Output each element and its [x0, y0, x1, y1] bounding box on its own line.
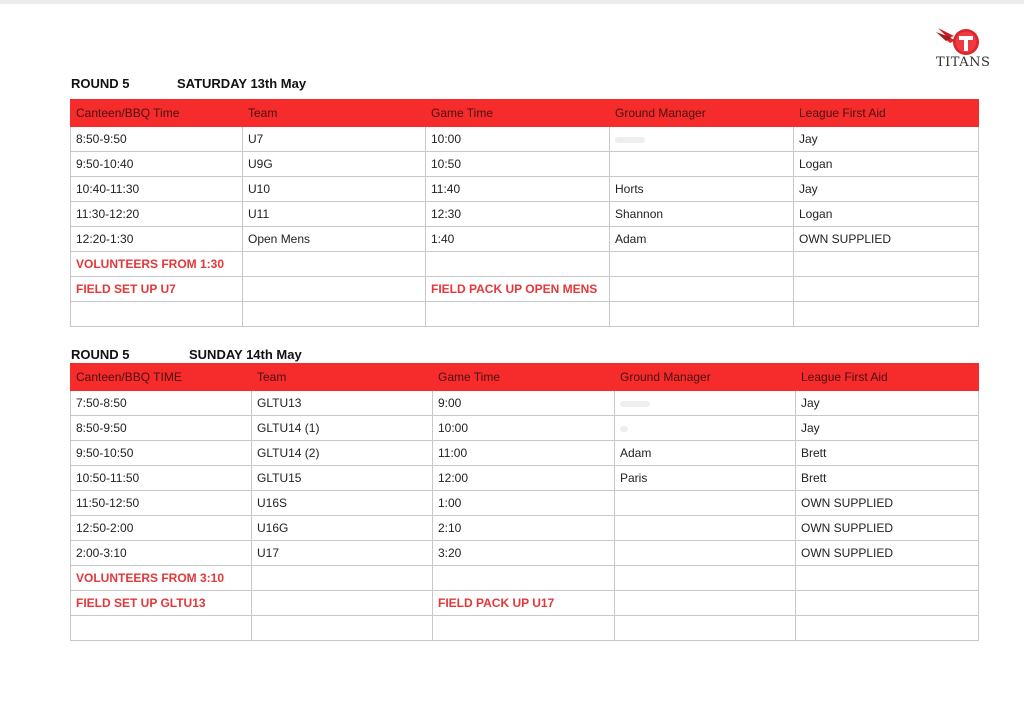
table-row [71, 516, 979, 541]
field-packup-note: FIELD PACK UP U17 [433, 591, 615, 616]
header-canteen: Canteen/BBQ TIME [71, 364, 252, 391]
cell-game-time: 10:00 [433, 416, 615, 441]
cell-team: GLTU15 [252, 466, 433, 491]
table-row [71, 127, 979, 152]
saturday-table [70, 99, 979, 327]
header-team: Team [243, 100, 426, 127]
notes-row [71, 566, 979, 591]
redacted-mark [620, 426, 628, 432]
cell-first-aid: Jay [796, 416, 979, 441]
cell-canteen-time: 9:50-10:40 [71, 152, 243, 177]
cell-first-aid: Jay [794, 177, 979, 202]
logo-text: TITANS [936, 55, 991, 70]
header-team: Team [252, 364, 433, 391]
sunday-date: SUNDAY 14th May [189, 347, 302, 362]
notes-row [71, 591, 979, 616]
table-row [71, 541, 979, 566]
empty-row [71, 616, 979, 641]
cell-team: U16S [252, 491, 433, 516]
cell-canteen-time: 10:40-11:30 [71, 177, 243, 202]
cell-canteen-time: 8:50-9:50 [71, 127, 243, 152]
header-game-time: Game Time [426, 100, 610, 127]
cell-first-aid: OWN SUPPLIED [796, 541, 979, 566]
header-ground-manager: Ground Manager [615, 364, 796, 391]
cell-ground-manager: Horts [610, 177, 794, 202]
empty-row [71, 302, 979, 327]
header-row [71, 364, 979, 391]
cell-game-time: 12:00 [433, 466, 615, 491]
cell-ground-manager [610, 127, 794, 152]
cell-canteen-time: 2:00-3:10 [71, 541, 252, 566]
table-row [71, 152, 979, 177]
cell-ground-manager: Shannon [610, 202, 794, 227]
cell-team: U17 [252, 541, 433, 566]
header-first-aid: League First Aid [794, 100, 979, 127]
cell-ground-manager [615, 541, 796, 566]
table-row [71, 491, 979, 516]
cell-canteen-time: 9:50-10:50 [71, 441, 252, 466]
cell-ground-manager [610, 152, 794, 177]
table-row [71, 416, 979, 441]
cell-canteen-time: 11:50-12:50 [71, 491, 252, 516]
cell-game-time: 3:20 [433, 541, 615, 566]
cell-team: U16G [252, 516, 433, 541]
cell-game-time: 11:00 [433, 441, 615, 466]
top-strip [0, 0, 1024, 4]
header-first-aid: League First Aid [796, 364, 979, 391]
notes-row [71, 252, 979, 277]
table-row [71, 177, 979, 202]
cell-game-time: 2:10 [433, 516, 615, 541]
cell-team: GLTU13 [252, 391, 433, 416]
table-row [71, 227, 979, 252]
redacted-mark [620, 401, 650, 407]
cell-ground-manager: Adam [610, 227, 794, 252]
cell-canteen-time: 12:50-2:00 [71, 516, 252, 541]
cell-game-time: 12:30 [426, 202, 610, 227]
table-row [71, 441, 979, 466]
cell-canteen-time: 12:20-1:30 [71, 227, 243, 252]
cell-first-aid: Brett [796, 441, 979, 466]
cell-team: GLTU14 (1) [252, 416, 433, 441]
cell-first-aid: OWN SUPPLIED [796, 516, 979, 541]
cell-ground-manager [615, 491, 796, 516]
field-packup-note: FIELD PACK UP OPEN MENS [426, 277, 610, 302]
header-row [71, 100, 979, 127]
cell-team: U11 [243, 202, 426, 227]
field-setup-note: FIELD SET UP U7 [71, 277, 243, 302]
cell-canteen-time: 10:50-11:50 [71, 466, 252, 491]
cell-game-time: 10:50 [426, 152, 610, 177]
volunteers-note: VOLUNTEERS FROM 1:30 [71, 252, 243, 277]
table-row [71, 466, 979, 491]
cell-ground-manager: Paris [615, 466, 796, 491]
saturday-heading [71, 76, 306, 91]
saturday-date: SATURDAY 13th May [177, 76, 307, 91]
header-ground-manager: Ground Manager [610, 100, 794, 127]
cell-first-aid: Logan [794, 202, 979, 227]
cell-first-aid: Logan [794, 152, 979, 177]
cell-canteen-time: 8:50-9:50 [71, 416, 252, 441]
redacted-mark [615, 137, 645, 143]
cell-game-time: 1:40 [426, 227, 610, 252]
cell-first-aid: Jay [794, 127, 979, 152]
cell-ground-manager [615, 391, 796, 416]
table-row [71, 202, 979, 227]
volunteers-note: VOLUNTEERS FROM 3:10 [71, 566, 252, 591]
cell-team: U7 [243, 127, 426, 152]
cell-team: U10 [243, 177, 426, 202]
cell-team: GLTU14 (2) [252, 441, 433, 466]
cell-first-aid: Jay [796, 391, 979, 416]
sunday-table [70, 363, 979, 641]
header-game-time: Game Time [433, 364, 615, 391]
cell-team: Open Mens [243, 227, 426, 252]
cell-game-time: 9:00 [433, 391, 615, 416]
sunday-round: ROUND 5 [71, 347, 130, 362]
cell-game-time: 10:00 [426, 127, 610, 152]
header-canteen: Canteen/BBQ Time [71, 100, 243, 127]
table-row [71, 391, 979, 416]
sunday-heading [71, 347, 302, 362]
cell-first-aid: OWN SUPPLIED [796, 491, 979, 516]
cell-canteen-time: 11:30-12:20 [71, 202, 243, 227]
cell-first-aid: OWN SUPPLIED [794, 227, 979, 252]
cell-game-time: 1:00 [433, 491, 615, 516]
cell-first-aid: Brett [796, 466, 979, 491]
notes-row [71, 277, 979, 302]
cell-game-time: 11:40 [426, 177, 610, 202]
saturday-round: ROUND 5 [71, 76, 130, 91]
cell-team: U9G [243, 152, 426, 177]
cell-canteen-time: 7:50-8:50 [71, 391, 252, 416]
cell-ground-manager: Adam [615, 441, 796, 466]
field-setup-note: FIELD SET UP GLTU13 [71, 591, 252, 616]
cell-ground-manager [615, 516, 796, 541]
cell-ground-manager [615, 416, 796, 441]
